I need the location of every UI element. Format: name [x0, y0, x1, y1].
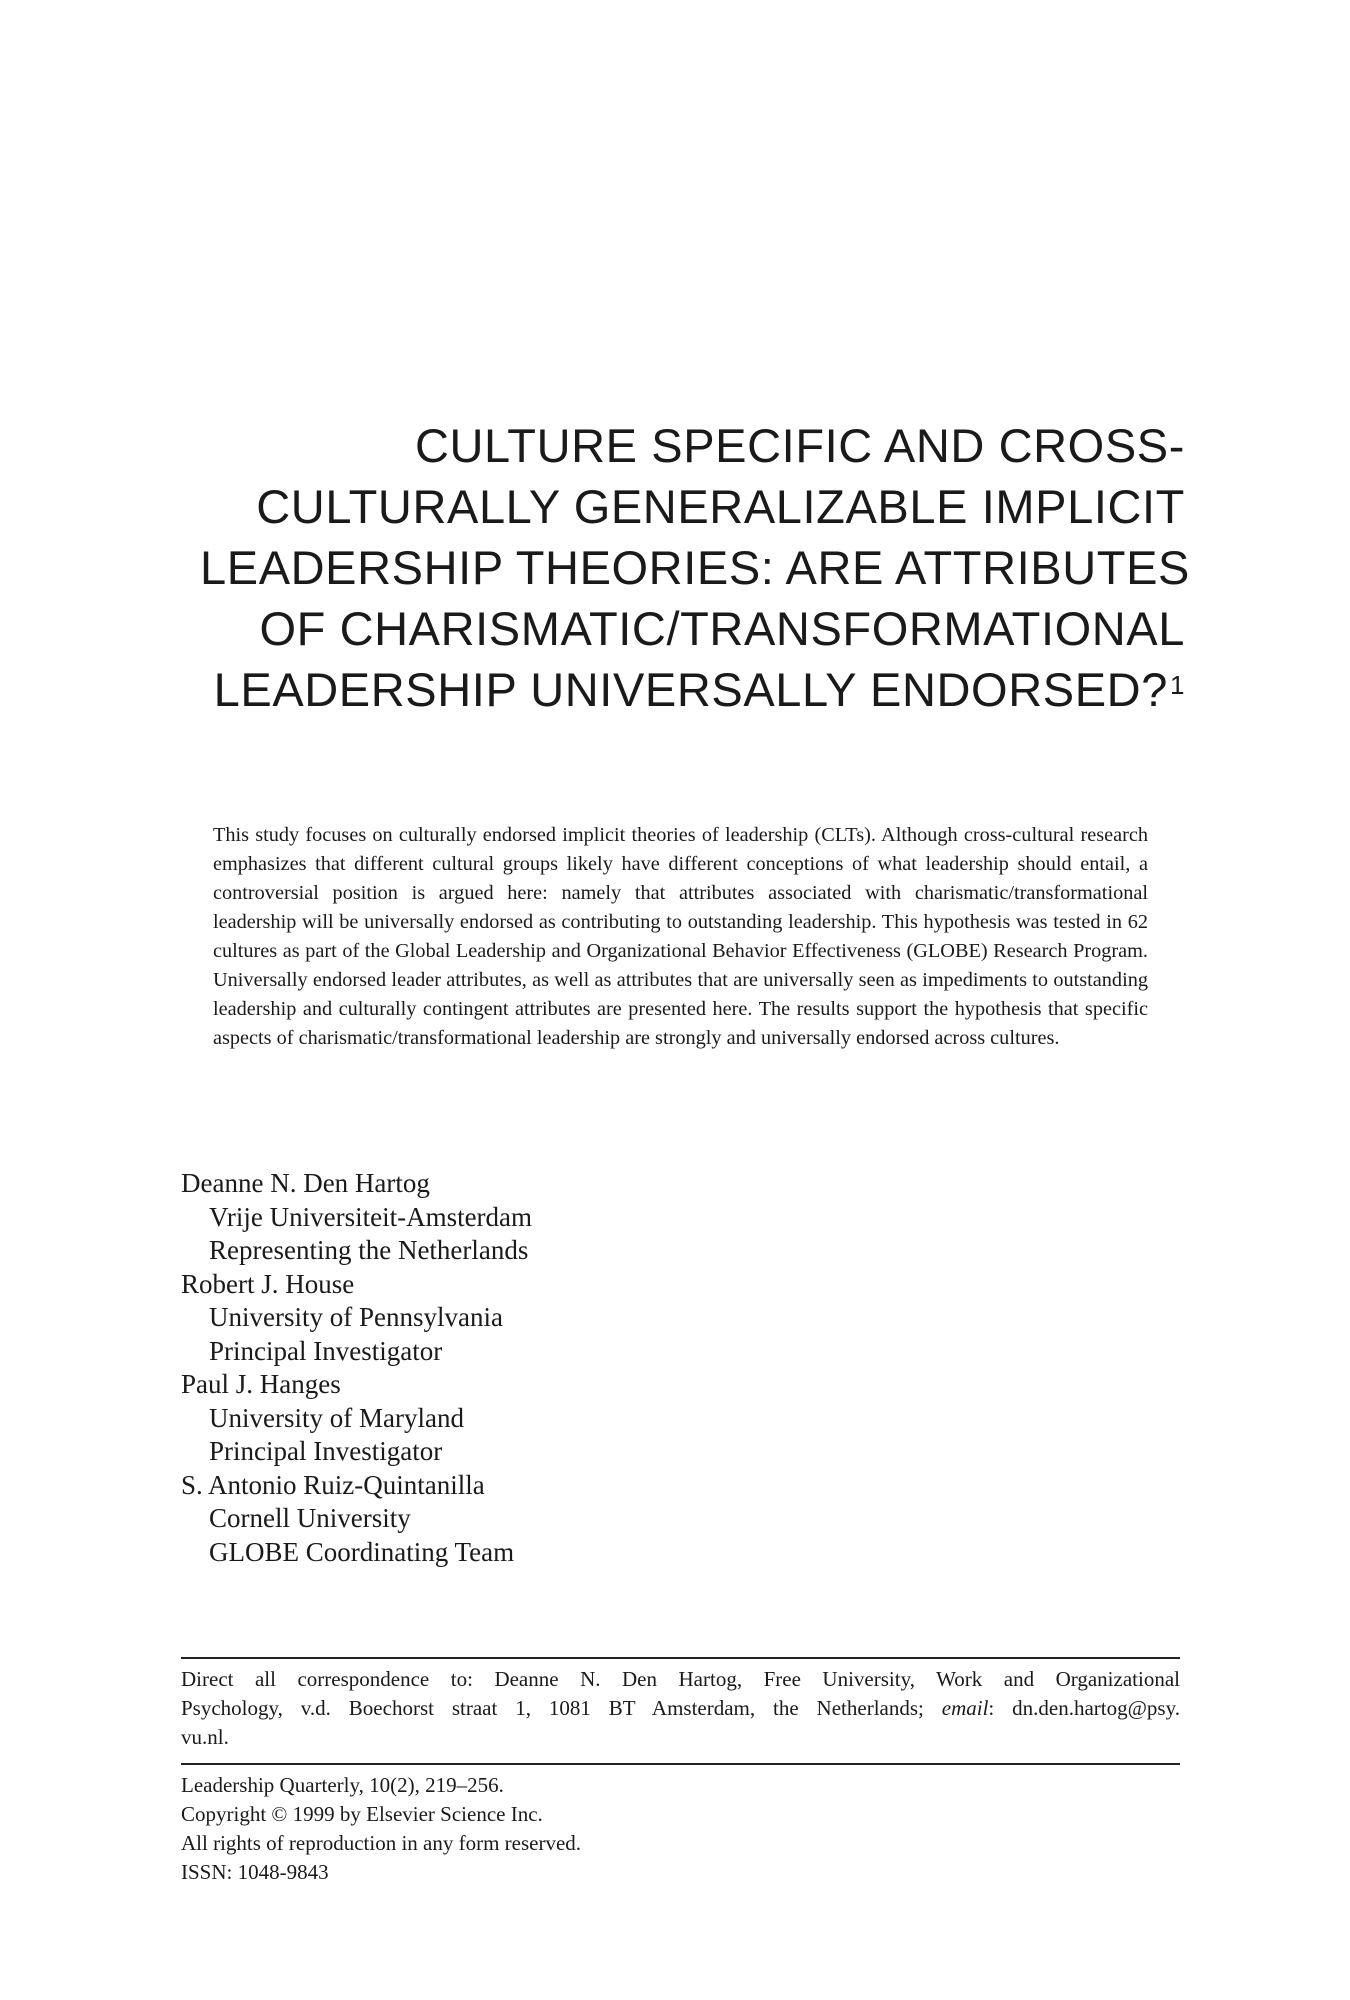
footer-divider-bottom	[181, 1763, 1180, 1765]
title-footnote-mark: 1	[1169, 670, 1185, 700]
correspondence-address: Psychology, v.d. Boechorst straat 1, 1081 BT Amsterdam, the Netherlands;	[181, 1696, 924, 1720]
author-affiliation: Vrije Universiteit-Amsterdam	[209, 1201, 533, 1232]
issn: ISSN: 1048-9843	[181, 1860, 329, 1884]
author-entry	[181, 1268, 532, 1369]
email-label: email	[941, 1696, 989, 1720]
title-line: LEADERSHIP THEORIES: ARE ATTRIBUTES	[200, 541, 1190, 594]
author-role: GLOBE Coordinating Team	[209, 1536, 515, 1567]
author-name: Robert J. House	[181, 1268, 355, 1299]
author-name: Deanne N. Den Hartog	[181, 1168, 430, 1198]
author-entry	[181, 1167, 532, 1268]
footer-divider-top	[181, 1657, 1180, 1659]
correspondence-line: vu.nl.	[181, 1725, 229, 1749]
title-line-text: LEADERSHIP UNIVERSALLY ENDORSED?	[213, 663, 1168, 716]
author-list	[181, 1167, 532, 1569]
citation-block	[181, 1771, 581, 1887]
correspondence-line	[181, 1694, 1180, 1723]
title-line: OF CHARISMATIC/TRANSFORMATIONAL	[259, 602, 1185, 655]
author-name: S. Antonio Ruiz-Quintanilla	[181, 1469, 485, 1500]
journal-citation: Leadership Quarterly, 10(2), 219–256.	[181, 1773, 504, 1797]
author-role: Principal Investigator	[209, 1335, 443, 1366]
article-title	[200, 415, 1190, 720]
email-address: : dn.den.hartog@psy.	[988, 1696, 1180, 1720]
title-line: CULTURALLY GENERALIZABLE IMPLICIT	[256, 480, 1185, 533]
copyright-notice: Copyright © 1999 by Elsevier Science Inc.	[181, 1802, 543, 1826]
author-role: Representing the Netherlands	[209, 1235, 529, 1265]
author-entry	[181, 1469, 532, 1570]
abstract: This study focuses on culturally endorsed implicit theories of leadership (CLTs). Although cross-cultural research emphasizes that different cultural groups likely have different conceptions of what leadership should entail, a controversial position is argued here: namely that attributes associated with charismatic/transformational leadership will be universally endorsed as contributing to outstanding leadership. This hypothesis was tested in 62 cultures as part of the Global Leadership and Organizational Behavior Effectiveness (GLOBE) Research Program. Universally endorsed leader attributes, as well as attributes that are universally seen as impediments to outstanding leadership and culturally contingent attributes are presented here. The results support the hypothesis that specific aspects of charismatic/transformational leadership are strongly and universally endorsed across cultures.	[213, 824, 1148, 1049]
title-line: CULTURE SPECIFIC AND CROSS-	[414, 419, 1185, 472]
rights-notice: All rights of reproduction in any form reserved.	[181, 1831, 582, 1855]
author-name: Paul J. Hanges	[181, 1369, 341, 1399]
author-affiliation: University of Pennsylvania	[209, 1302, 503, 1332]
author-entry	[181, 1368, 532, 1469]
correspondence-note	[181, 1665, 1180, 1752]
correspondence-line: Direct all correspondence to: Deanne N. Den Hartog, Free University, Work and Organizational	[181, 1667, 1180, 1691]
author-role: Principal Investigator	[209, 1436, 443, 1466]
author-affiliation: University of Maryland	[209, 1402, 464, 1433]
author-affiliation: Cornell University	[209, 1503, 411, 1533]
title-line-last	[200, 659, 1185, 720]
